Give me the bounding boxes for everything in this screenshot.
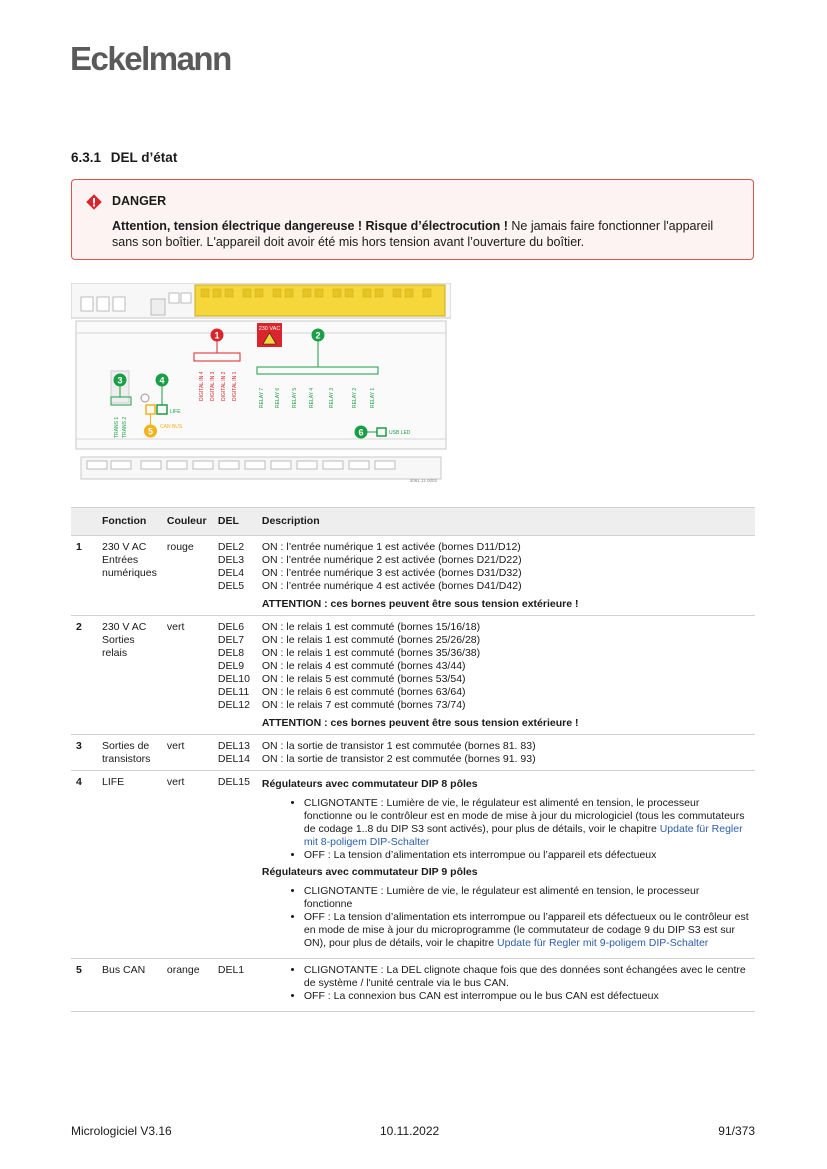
callout-6-label: 6: [358, 427, 364, 438]
callout-5-label: 5: [147, 426, 154, 437]
row-number: 1: [71, 536, 97, 616]
list-item: [304, 911, 750, 950]
relay-label: RELAY 1: [370, 387, 376, 408]
row-function: Bus CAN: [97, 959, 162, 1012]
del-id: DEL13: [217, 740, 250, 752]
del-id: DEL12: [217, 699, 250, 711]
row-description: [257, 735, 755, 771]
relay-label: RELAY 7: [259, 387, 265, 408]
digital-label: DIGITAL IN 4: [199, 371, 205, 401]
header-color: Couleur: [162, 508, 213, 536]
table-row: [71, 735, 755, 771]
danger-box: [71, 179, 754, 260]
row-del: DEL1: [213, 959, 257, 1012]
desc-line: ON : la sortie de transistor 1 est commutée (bornes 81. 83): [261, 740, 536, 752]
callout-1-label: 1: [214, 330, 220, 341]
header-function: Fonction: [97, 508, 162, 536]
row-description: [257, 959, 755, 1012]
bullet-text: OFF : La tension d’alimentation ets interrompue ou l’appareil ets défectueux ou le contrôleur est en mode de mise à jour du microprogramme (le commutateur de codage 9 du DIP S3 est sur ON), pour plus de détails, voir le chapitre: [303, 911, 749, 949]
callout-4-label: 4: [159, 375, 165, 386]
desc-line: ON : l’entrée numérique 1 est activée (bornes D11/D12): [261, 541, 521, 553]
life-label: LIFE: [170, 409, 181, 415]
transistor-label: TRANS 1: [114, 416, 120, 438]
table-row: [71, 536, 755, 616]
header-del: DEL: [213, 508, 257, 536]
figure-reference: 3091 11 0002: [409, 478, 437, 483]
list-item: • CLIGNOTANTE : Lumière de vie, le régulateur est alimenté en tension, le processeur fonctionne: [304, 885, 750, 911]
subheading-dip9: Régulateurs avec commutateur DIP 9 pôles: [261, 866, 478, 878]
table-row: [71, 959, 755, 1012]
del-id: DEL14: [217, 753, 250, 765]
table-row: [71, 771, 755, 959]
footer-date: 10.11.2022: [380, 1124, 440, 1138]
desc-line: ON : le relais 1 est commuté (bornes 35/36/38): [261, 647, 481, 659]
device-diagram: [71, 283, 451, 488]
footer-firmware: Micrologiciel V3.16: [71, 1124, 172, 1138]
row-number: 3: [71, 735, 97, 771]
callout-3-label: 3: [117, 375, 123, 386]
del-id: DEL7: [217, 634, 245, 646]
digital-label: DIGITAL IN 3: [210, 371, 216, 401]
row-function: 230 V AC Entrées numériques: [97, 536, 162, 616]
row-description: [257, 616, 755, 735]
list-item: • OFF : La tension d’alimentation ets interrompue ou l’appareil ets défectueux: [304, 849, 750, 862]
row-function: Sorties de transistors: [97, 735, 162, 771]
danger-title: DANGER: [112, 194, 167, 208]
row-function: LIFE: [97, 771, 162, 959]
relay-label: RELAY 3: [329, 387, 335, 408]
del-id: DEL6: [217, 621, 245, 633]
list-item: • OFF : La connexion bus CAN est interrompue ou le bus CAN est défectueux: [304, 990, 750, 1003]
del-id: DEL3: [217, 554, 245, 566]
digital-label: DIGITAL IN 2: [221, 371, 227, 401]
callout-2-label: 2: [315, 330, 321, 341]
bullet-list: [262, 885, 750, 950]
desc-line: ON : l’entrée numérique 4 est activée (bornes D41/D42): [261, 580, 522, 592]
del-id: DEL9: [217, 660, 245, 672]
attention-note: ATTENTION : ces bornes peuvent être sous tension extérieure !: [261, 717, 579, 729]
desc-line: ON : la sortie de transistor 2 est commutée (bornes 91. 93): [261, 753, 536, 765]
table-row: [71, 616, 755, 735]
bullet-list: [262, 797, 750, 862]
row-number: 5: [71, 959, 97, 1012]
relay-label: RELAY 2: [352, 387, 358, 408]
section-heading: [71, 150, 177, 165]
list-item: • CLIGNOTANTE : La DEL clignote chaque fois que des données sont échangées avec le centre de système / l'unité centrale via le bus CAN.: [304, 964, 750, 990]
row-del: [213, 616, 257, 735]
desc-line: ON : l’entrée numérique 3 est activée (bornes D31/D32): [261, 567, 522, 579]
desc-line: ON : le relais 5 est commuté (bornes 53/54): [261, 673, 466, 685]
desc-line: ON : le relais 1 est commuté (bornes 15/16/18): [261, 621, 481, 633]
chapter-link-dip8[interactable]: Update für Regler mit 8-poligem DIP-Schalter: [303, 823, 743, 848]
row-del: [213, 735, 257, 771]
brand-logo: Eckelmann: [70, 40, 231, 77]
transistor-label: TRANS 2: [122, 416, 128, 438]
danger-body: Ne jamais faire fonctionner l'appareil sans son boîtier. L'appareil doit avoir été mis hors tension avant l’ouverture du boîtier.: [112, 219, 714, 249]
row-color: rouge: [162, 536, 213, 616]
desc-line: ON : le relais 1 est commuté (bornes 25/26/28): [261, 634, 481, 646]
header-description: Description: [257, 508, 755, 536]
list-item: [304, 797, 750, 849]
relay-label: RELAY 6: [275, 387, 281, 408]
row-del: DEL15: [213, 771, 257, 959]
row-color: vert: [162, 771, 213, 959]
row-color: orange: [162, 959, 213, 1012]
section-title: DEL d’état: [110, 150, 178, 165]
section-number: 6.3.1: [71, 150, 102, 165]
row-description: [257, 771, 755, 959]
row-description: [257, 536, 755, 616]
digital-label: DIGITAL IN 1: [232, 371, 238, 401]
del-id: DEL8: [217, 647, 245, 659]
can-label: CAN BUS: [160, 424, 183, 430]
usb-label: USB LED: [389, 430, 411, 436]
bullet-text: CLIGNOTANTE : Lumière de vie, le régulateur est alimenté en tension, le processeur fonctionne ou le contrôleur est en mode de mise à jour du micrologiciel (tous les commutateurs de codage 1..8 du DIP S3 sont activés), pour plus de détails, voir le chapitre: [303, 797, 745, 835]
relay-label: RELAY 4: [309, 387, 315, 408]
bullet-list: [262, 964, 750, 1003]
header-num: [71, 508, 97, 536]
desc-line: ON : le relais 7 est commuté (bornes 73/74): [261, 699, 466, 711]
row-color: vert: [162, 616, 213, 735]
footer-page: 91/373: [718, 1124, 755, 1138]
row-number: 2: [71, 616, 97, 735]
row-number: 4: [71, 771, 97, 959]
relay-label: RELAY 5: [292, 387, 298, 408]
del-id: DEL10: [217, 673, 250, 685]
row-color: vert: [162, 735, 213, 771]
table-header-row: [71, 508, 755, 536]
desc-line: ON : le relais 4 est commuté (bornes 43/44): [261, 660, 466, 672]
attention-note: ATTENTION : ces bornes peuvent être sous tension extérieure !: [261, 598, 579, 610]
chapter-link-dip9[interactable]: Update für Regler mit 9-poligem DIP-Schalter: [497, 937, 709, 949]
desc-line: ON : le relais 6 est commuté (bornes 63/64): [261, 686, 466, 698]
subheading-dip8: Régulateurs avec commutateur DIP 8 pôles: [261, 778, 478, 790]
desc-line: ON : l’entrée numérique 2 est activée (bornes D21/D22): [261, 554, 522, 566]
del-id: DEL2: [217, 541, 245, 553]
danger-icon: [86, 194, 102, 210]
row-del: [213, 536, 257, 616]
del-id: DEL11: [217, 686, 250, 698]
danger-text: [112, 218, 737, 250]
danger-bold: Attention, tension électrique dangereuse ! Risque d’électrocution !: [112, 219, 508, 233]
led-table: [71, 507, 755, 1012]
warning-label: 230 VAC: [258, 326, 281, 332]
del-id: DEL4: [217, 567, 245, 579]
row-function: 230 V AC Sorties relais: [97, 616, 162, 735]
del-id: DEL5: [217, 580, 245, 592]
